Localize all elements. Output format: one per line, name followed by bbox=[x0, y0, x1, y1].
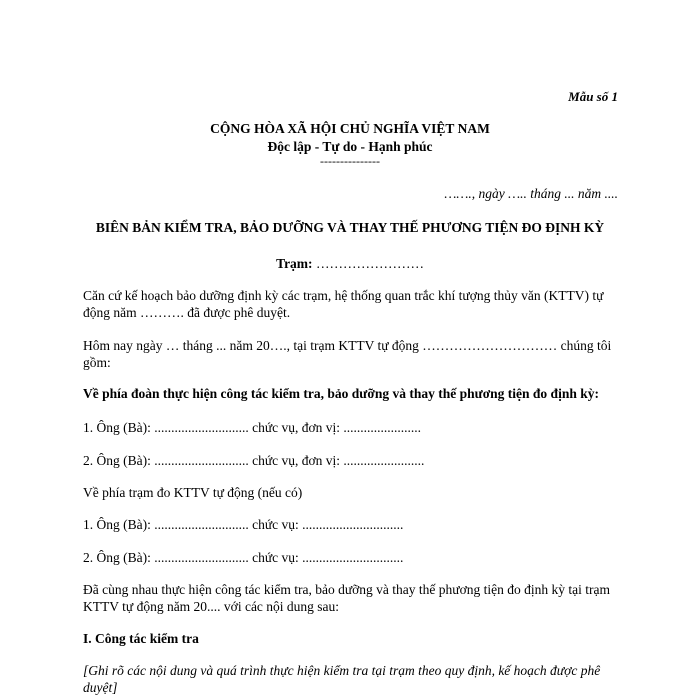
today-paragraph: Hôm nay ngày … tháng ... năm 20…., tại trạm KTTV tự động ………………………… chúng tôi gồm: bbox=[83, 338, 612, 370]
basis-paragraph: Căn cứ kế hoạch bảo dưỡng định kỳ các trạm, hệ thống quan trắc khí tượng thủy văn (KTTV) tự động năm ………. đã được phê duyệt. bbox=[83, 288, 604, 320]
station-value: …………………… bbox=[312, 256, 424, 271]
section-1-note: [Ghi rõ các nội dung và quá trình thực hiện kiểm tra tại trạm theo quy định, kế hoạch được phê duyệt] bbox=[83, 663, 601, 695]
station-member-1: 1. Ông (Bà): ............................ chức vụ: .............................. bbox=[83, 517, 404, 532]
section-1-heading: I. Công tác kiểm tra bbox=[83, 631, 199, 646]
together-paragraph: Đã cùng nhau thực hiện công tác kiểm tra, bảo dưỡng và thay thế phương tiện đo định kỳ tại trạm KTTV tự động năm 20.... với các nội dung sau: bbox=[83, 582, 610, 614]
document-title: BIÊN BẢN KIỂM TRA, BẢO DƯỠNG VÀ THAY THẾ PHƯƠNG TIỆN ĐO ĐỊNH KỲ bbox=[95, 220, 605, 235]
station-label: Trạm: bbox=[276, 256, 313, 271]
station-side-heading: Về phía trạm đo KTTV tự động (nếu có) bbox=[83, 485, 303, 500]
nation-name: CỘNG HÒA XÃ HỘI CHỦ NGHĨA VIỆT NAM bbox=[210, 121, 490, 136]
station-member-2: 2. Ông (Bà): ............................ chức vụ: .............................. bbox=[83, 550, 404, 565]
national-motto: Độc lập - Tự do - Hạnh phúc bbox=[267, 139, 433, 154]
delegation-member-1: 1. Ông (Bà): ............................ chức vụ, đơn vị: ....................... bbox=[83, 420, 422, 435]
delegation-heading: Về phía đoàn thực hiện công tác kiểm tra, bảo dưỡng và thay thế phương tiện đo định kỳ: bbox=[83, 386, 599, 401]
date-line: ……., ngày ….. tháng ... năm .... bbox=[444, 186, 618, 201]
delegation-member-2: 2. Ông (Bà): ............................ chức vụ, đơn vị: ........................ bbox=[83, 453, 425, 468]
form-number: Mẫu số 1 bbox=[568, 89, 618, 104]
station-line bbox=[0, 256, 700, 272]
header-divider: --------------- bbox=[320, 154, 380, 168]
